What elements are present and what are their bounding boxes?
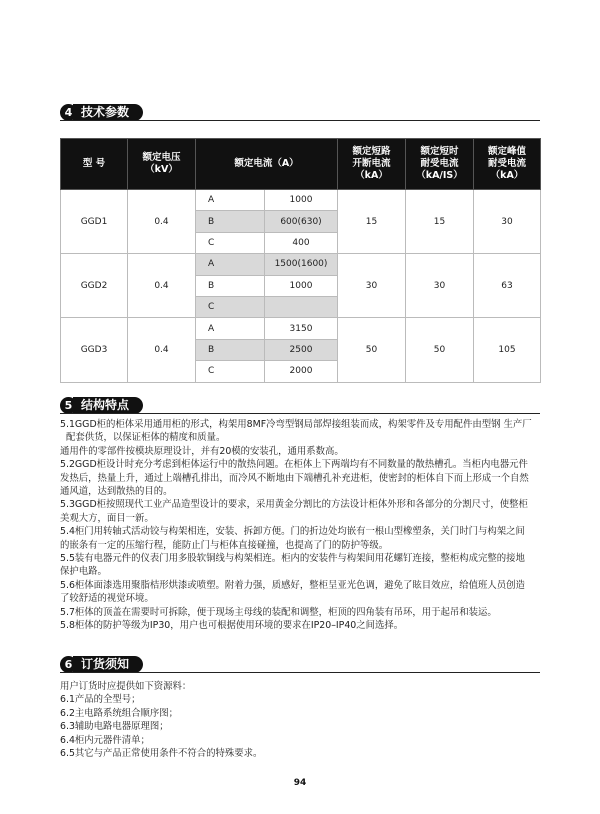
cell-current: 1000 <box>265 275 338 296</box>
text-line: 6.4柜内元器件清单； <box>60 734 150 746</box>
cell-current: 2000 <box>265 361 338 382</box>
header-voltage: 额定电压 （kV） <box>128 139 196 190</box>
section-number: 5 <box>60 397 77 414</box>
table-row <box>61 190 541 211</box>
cell-current: 1000 <box>265 190 338 211</box>
section-title: 技术参数 <box>73 104 143 121</box>
section-divider <box>60 120 540 121</box>
cell-current: 1500(1600) <box>265 254 338 275</box>
text-line: 发热后，热量上升，通过上端槽孔排出，而冷风不断地由下端槽孔补充进柜，使密封的柜体自下而上形成一个自然 <box>60 472 529 484</box>
section-number: 4 <box>60 104 77 121</box>
section-number: 6 <box>60 656 77 673</box>
text-line: 了较舒适的视觉环境。 <box>60 593 154 605</box>
cell-voltage: 0.4 <box>128 318 196 382</box>
section-4-heading <box>60 103 143 121</box>
cell-model: GGD3 <box>61 318 128 382</box>
cell-sub: C <box>196 296 265 317</box>
cell-sub: A <box>196 190 265 211</box>
section-title: 结构特点 <box>73 397 143 414</box>
text-line: 5.8柜体的防护等级为IP30，用户也可根据使用环境的要求在IP20–IP40之间选择。 <box>60 620 404 632</box>
section-title: 订货须知 <box>73 656 143 673</box>
table-row <box>61 318 541 339</box>
cell-sub: A <box>196 254 265 275</box>
cell-sub: C <box>196 232 265 253</box>
text-line: 配套供货，以保证柜体的精度和质量。 <box>60 432 226 444</box>
cell-peak: 63 <box>474 254 541 318</box>
section-divider <box>60 413 540 414</box>
text-line: 通用件的零部件按模块原理设计，并有20模的安装孔，通用系数高。 <box>60 445 344 457</box>
cell-peak: 30 <box>474 190 541 254</box>
text-line: 5.5装有电器元件的仪表门用多股软铜线与构架相连。柜内的安装件与构架间用花螺钉连接，整柜构成完整的接地 <box>60 553 525 565</box>
text-line: 的嵌条有一定的压缩行程，能防止门与柜体直接碰撞，也提高了门的防护等级。 <box>60 539 389 551</box>
header-peak-current: 额定峰值 耐受电流 （kA） <box>474 139 541 190</box>
cell-sub: B <box>196 339 265 360</box>
header-short-time-current: 额定短时 耐受电流 （kA/IS） <box>406 139 474 190</box>
text-line: 6.1产品的全型号； <box>60 694 141 706</box>
technical-parameters-table <box>60 138 541 383</box>
cell-sub: C <box>196 361 265 382</box>
ordering-notes-text <box>60 680 544 760</box>
cell-break: 15 <box>338 190 406 254</box>
text-line: 通风道，达到散热的目的。 <box>60 486 173 498</box>
text-line: 5.6柜体面漆选用聚脂桔形烘漆或喷塑。附着力强，质感好，整柜呈亚光色调，避免了眩目效应，给值班人员创造 <box>60 579 525 591</box>
cell-voltage: 0.4 <box>128 190 196 254</box>
text-line: 6.5其它与产品正常使用条件不符合的特殊要求。 <box>60 748 263 760</box>
table-header-row <box>61 139 541 190</box>
cell-short: 30 <box>406 254 474 318</box>
cell-model: GGD2 <box>61 254 128 318</box>
text-line: 6.3辅助电路电器原理图； <box>60 721 169 733</box>
text-line: 5.2GGD柜设计时充分考虑到柜体运行中的散热问题。在柜体上下两端均有不同数量的散热槽孔。当柜内电器元件 <box>60 459 528 471</box>
text-line: 6.2主电路系统组合顺序图； <box>60 707 179 719</box>
text-line: 5.3GGD柜按照现代工业产品造型设计的要求，采用黄金分割比的方法设计柜体外形和各部分的分割尺寸，使整柜 <box>60 499 528 511</box>
header-model: 型 号 <box>61 139 128 190</box>
cell-model: GGD1 <box>61 190 128 254</box>
cell-peak: 105 <box>474 318 541 382</box>
cell-short: 50 <box>406 318 474 382</box>
text-line: 5.4柜门用转轴式活动铰与构架相连，安装、拆卸方便。门的折边处均嵌有一根山型橡塑条，关门时门与构架之间 <box>60 526 525 538</box>
section-divider <box>60 672 540 673</box>
cell-current: 400 <box>265 232 338 253</box>
text-line: 用户订货时应提供如下资源料： <box>60 681 192 692</box>
header-break-current: 额定短路 开断电流 （kA） <box>338 139 406 190</box>
section-5-heading <box>60 396 143 414</box>
cell-short: 15 <box>406 190 474 254</box>
table-row <box>61 254 541 275</box>
text-line: 保护电路。 <box>60 566 107 578</box>
section-6-heading <box>60 655 143 673</box>
cell-current: 600(630) <box>265 211 338 232</box>
cell-sub: B <box>196 275 265 296</box>
text-line: 5.7柜体的顶盖在需要时可拆除，便于现场主母线的装配和调整，柜顶的四角装有吊环，用于起吊和装运。 <box>60 606 497 618</box>
cell-current: 2500 <box>265 339 338 360</box>
text-line: 5.1GGD柜的柜体采用通用柜的形式，构架用8MF冷弯型钢局部焊接组装而成，构架零件及专用配件由型钢 生产厂 <box>60 419 532 430</box>
cell-break: 50 <box>338 318 406 382</box>
cell-break: 30 <box>338 254 406 318</box>
text-line: 美观大方，面目一新。 <box>60 512 154 524</box>
cell-current <box>265 296 338 317</box>
cell-voltage: 0.4 <box>128 254 196 318</box>
cell-sub: A <box>196 318 265 339</box>
cell-sub: B <box>196 211 265 232</box>
cell-current: 3150 <box>265 318 338 339</box>
header-current: 额定电流（A） <box>196 139 338 190</box>
structure-features-text <box>60 418 544 633</box>
page-number: 94 <box>293 778 307 788</box>
